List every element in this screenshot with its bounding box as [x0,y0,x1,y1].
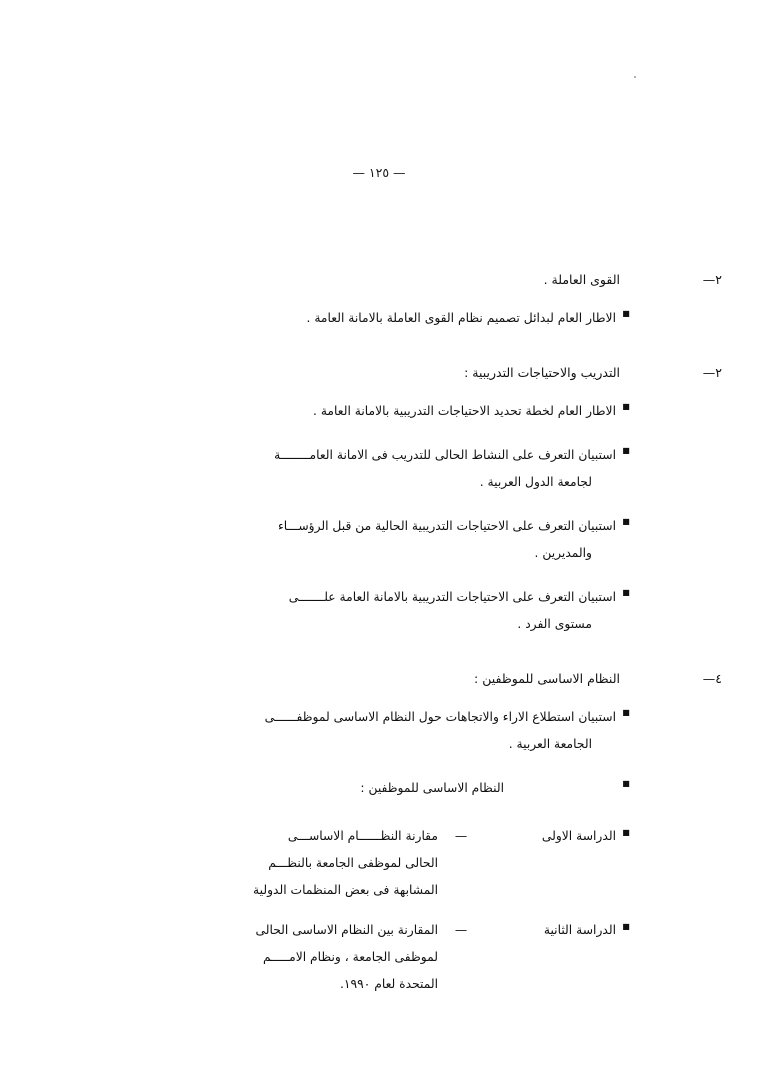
section-title: النظام الاساسى للموظفين : [474,671,620,686]
list-item-line: استبيان التعرف على الاحتياجات التدريبية بالامانة العامة علـــــــى [288,590,616,604]
bullet-icon: ■ [622,708,630,717]
bullet-icon: ■ [622,779,630,788]
study-line: المتحدة لعام ١٩٩٠. [339,977,438,991]
list-item-text [36,584,616,638]
list-item [36,442,722,496]
list-item [36,704,722,758]
section-title: التدريب والاحتياجات التدريبية : [464,365,620,380]
study-label: الدراسة الثانية [543,923,616,937]
list-item-text: الاطار العام لبدائل تصميم نظام القوى العاملة بالامانة العامة . [306,311,616,325]
bullet-icon: ■ [622,588,630,597]
scan-artifact-dot [634,76,636,78]
bullet-icon: ■ [622,309,630,318]
list-item [36,775,722,802]
study-dash: — [454,829,468,843]
section-marker: ٤— [702,671,722,686]
list-item-line: استبيان استطلاع الاراء والاتجاهات حول النظام الاساسى لموظفــــــى [264,710,616,724]
list-item-line: الجامعة العربية . [508,737,592,751]
section-marker: ٢— [702,272,722,287]
section-heading [36,671,722,686]
list-item [36,584,722,638]
study-text [36,823,438,904]
section-heading [36,365,722,380]
study-row [36,917,722,998]
section-marker: ٢— [702,365,722,380]
list-item-text: النظام الاساسى للموظفين : [360,781,504,795]
study-line: المشابهة فى بعض المنظمات الدولية [253,883,438,897]
list-item-line: مستوى الفرد . [517,617,592,631]
study-line: مقارنة النظــــــام الاساســـى [287,829,438,843]
page-content [36,272,722,1011]
section-heading [36,272,722,287]
page-number: — ١٢٥ — [352,165,406,180]
study-line: الحالى لموظفى الجامعة بالنظـــم [268,856,438,870]
bullet-icon: ■ [622,828,630,837]
list-item-line: لجامعة الدول العربية . [479,475,592,489]
study-label: الدراسة الاولى [541,829,616,843]
list-item-text [36,513,616,567]
list-item-line: استبيان التعرف على الاحتياجات التدريبية الحالية من قبل الرؤســـاء [278,519,616,533]
bullet-icon: ■ [622,922,630,931]
study-line: المقارنة بين النظام الاساسى الحالى [255,923,438,937]
study-text [36,917,438,998]
list-item-text [36,704,616,758]
section-title: القوى العاملة . [543,272,620,287]
list-item [36,305,722,332]
list-item [36,513,722,567]
study-row [36,823,722,904]
bullet-icon: ■ [622,402,630,411]
list-item-line: والمديرين . [534,546,592,560]
list-item-text [36,442,616,496]
study-dash: — [454,923,468,937]
bullet-icon: ■ [622,517,630,526]
list-item [36,398,722,425]
list-item-line: استبيان التعرف على النشاط الحالى للتدريب فى الامانة العامــــــــة [274,448,616,462]
study-line: لموظفى الجامعة ، ونظام الامـــــم [262,950,438,964]
bullet-icon: ■ [622,446,630,455]
list-item-text: الاطار العام لخطة تحديد الاحتياجات التدريبية بالامانة العامة . [313,404,616,418]
